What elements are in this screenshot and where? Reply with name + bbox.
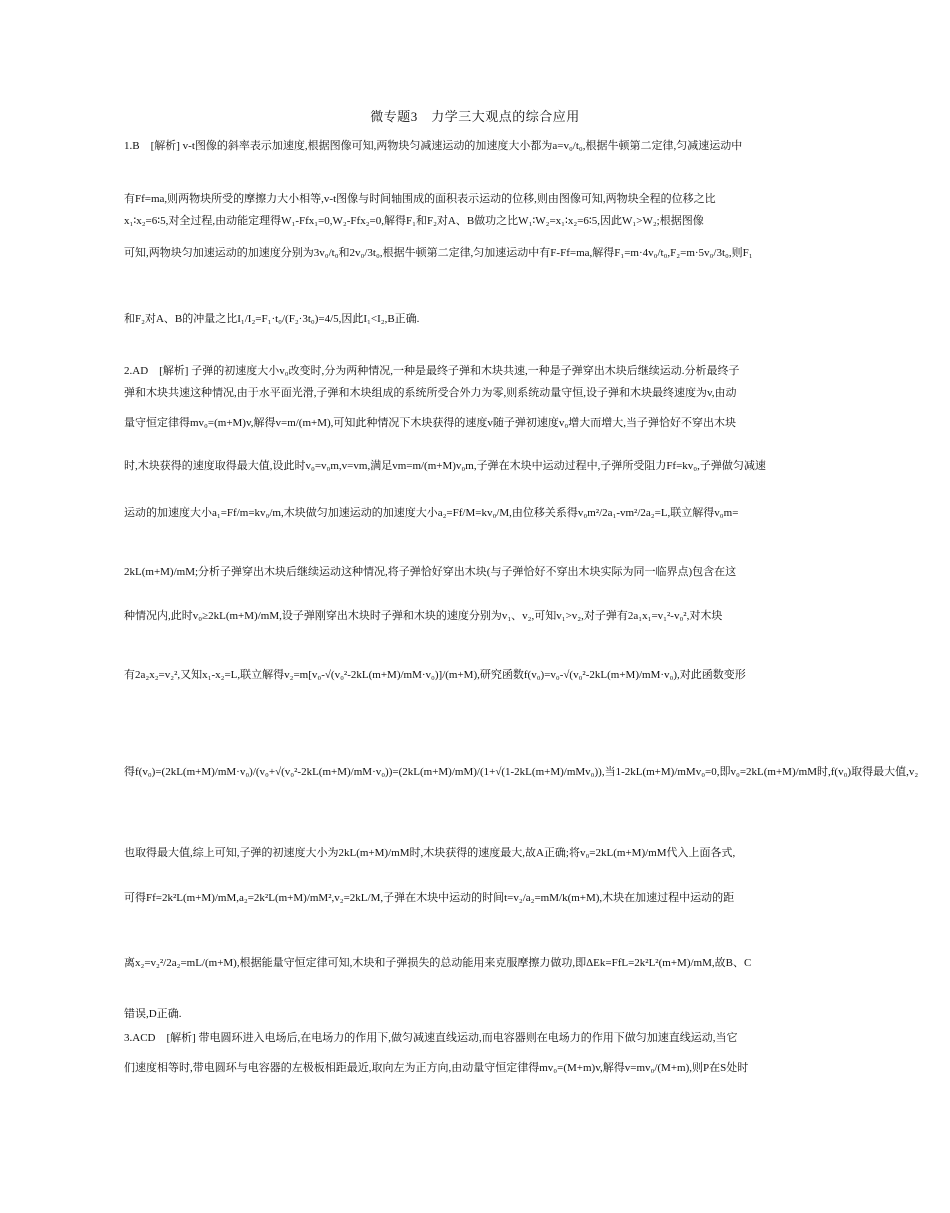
text-line: 2kL(m+M)/mM;分析子弹穿出木块后继续运动这种情况,将子弹恰好穿出木块(与子弹恰好不穿出木块实际为同一临界点)包含在这 (124, 566, 737, 578)
text-line: 量守恒定律得mv₀=(m+M)v,解得v=m/(m+M),可知此种情况下木块获得的速度v随子弹初速度v₀增大而增大,当子弹恰好不穿出木块 (124, 417, 737, 429)
text-line: 有2a₂x₂=v₂²,又知x₁-x₂=L,联立解得v₂=m[v₀-√(v₀²-2kL(m+M)/mM·v₀)]/(m+M),研究函数f(v₀)=v₀-√(v₀²-2kL(m+M)/mM·v₀),对此函数变形 (124, 669, 746, 681)
page-title: 微专题3 力学三大观点的综合应用 (370, 109, 580, 124)
text-line: 得f(v₀)=(2kL(m+M)/mM·v₀)/(v₀+√(v₀²-2kL(m+M)/mM·v₀))=(2kL(m+M)/mM)/(1+√(1-2kL(m+M)/mMv₀)),当1-2kL(m+M)/mMv₀=0,即v₀=2kL(m+M)/mM时,f(v₀)取得最大值,v₂ (124, 766, 919, 778)
text-line: 离x₂=v₂²/2a₂=mL/(m+M),根据能量守恒定律可知,木块和子弹损失的总动能用来克服摩擦力做功,即ΔEk=FfL=2k²L²(m+M)/mM,故B、C (124, 957, 752, 969)
text-line: 2.AD [解析] 子弹的初速度大小v₀改变时,分为两种情况,一种是最终子弹和木块共速,一种是子弹穿出木块后继续运动.分析最终子 (124, 365, 740, 377)
text-line: x₁∶x₂=6∶5,对全过程,由动能定理得W₁-Ffx₁=0,W₂-Ffx₂=0,解得F₁和F₂对A、B做功之比W₁∶W₂=x₁∶x₂=6∶5,因此W₁>W₂;根据图像 (124, 215, 704, 227)
text-line: 可知,两物块匀加速运动的加速度分别为3v₀/t₀和2v₀/3t₀,根据牛顿第二定律,匀加速运动中有F-Ff=ma,解得F₁=m·4v₀/t₀,F₂=m·5v₀/3t₀,则F₁ (124, 247, 753, 259)
text-line: 们速度相等时,带电圆环与电容器的左极板相距最近,取向左为正方向,由动量守恒定律得mv₀=(M+m)v,解得v=mv₀/(M+m),则P在S处时 (124, 1062, 749, 1074)
text-line: 时,木块获得的速度取得最大值,设此时v₀=v₀m,v=vm,满足vm=m/(m+M)v₀m,子弹在木块中运动过程中,子弹所受阻力Ff=kv₀,子弹做匀减速 (124, 460, 766, 472)
text-line: 和F₂对A、B的冲量之比I₁/I₂=F₁·t₀/(F₂·3t₀)=4/5,因此I₁<I₂,B正确. (124, 313, 420, 325)
text-line: 可得Ff=2k²L(m+M)/mM,a₂=2k²L(m+M)/mM²,v₂=2kL/M,子弹在木块中运动的时间t=v₂/a₂=mM/k(m+M),木块在加速过程中运动的距 (124, 892, 735, 904)
text-line: 错误,D正确. (124, 1008, 182, 1020)
text-line: 种情况内,此时v₀≥2kL(m+M)/mM,设子弹刚穿出木块时子弹和木块的速度分别为v₁、v₂,可知v₁>v₂,对子弹有2a₁x₁=v₁²-v₀²,对木块 (124, 610, 723, 622)
text-line: 有Ff=ma,则两物块所受的摩擦力大小相等,v-t图像与时间轴围成的面积表示运动的位移,则由图像可知,两物块全程的位移之比 (124, 193, 716, 205)
text-line: 运动的加速度大小a₁=Ff/m=kv₀/m,木块做匀加速运动的加速度大小a₂=Ff/M=kv₀/M,由位移关系得v₀m²/2a₁-vm²/2a₂=L,联立解得v₀m= (124, 507, 739, 519)
text-line: 1.B [解析] v-t图像的斜率表示加速度,根据图像可知,两物块匀减速运动的加速度大小都为a=v₀/t₀,根据牛顿第二定律,匀减速运动中 (124, 140, 743, 152)
text-line: 弹和木块共速这种情况,由于水平面光滑,子弹和木块组成的系统所受合外力为零,则系统动量守恒,设子弹和木块最终速度为v,由动 (124, 387, 737, 399)
text-line: 3.ACD [解析] 带电圆环进入电场后,在电场力的作用下,做匀减速直线运动,而电容器则在电场力的作用下做匀加速直线运动,当它 (124, 1032, 738, 1044)
text-line: 也取得最大值,综上可知,子弹的初速度大小为2kL(m+M)/mM时,木块获得的速度最大,故A正确;将v₀=2kL(m+M)/mM代入上面各式, (124, 847, 736, 859)
